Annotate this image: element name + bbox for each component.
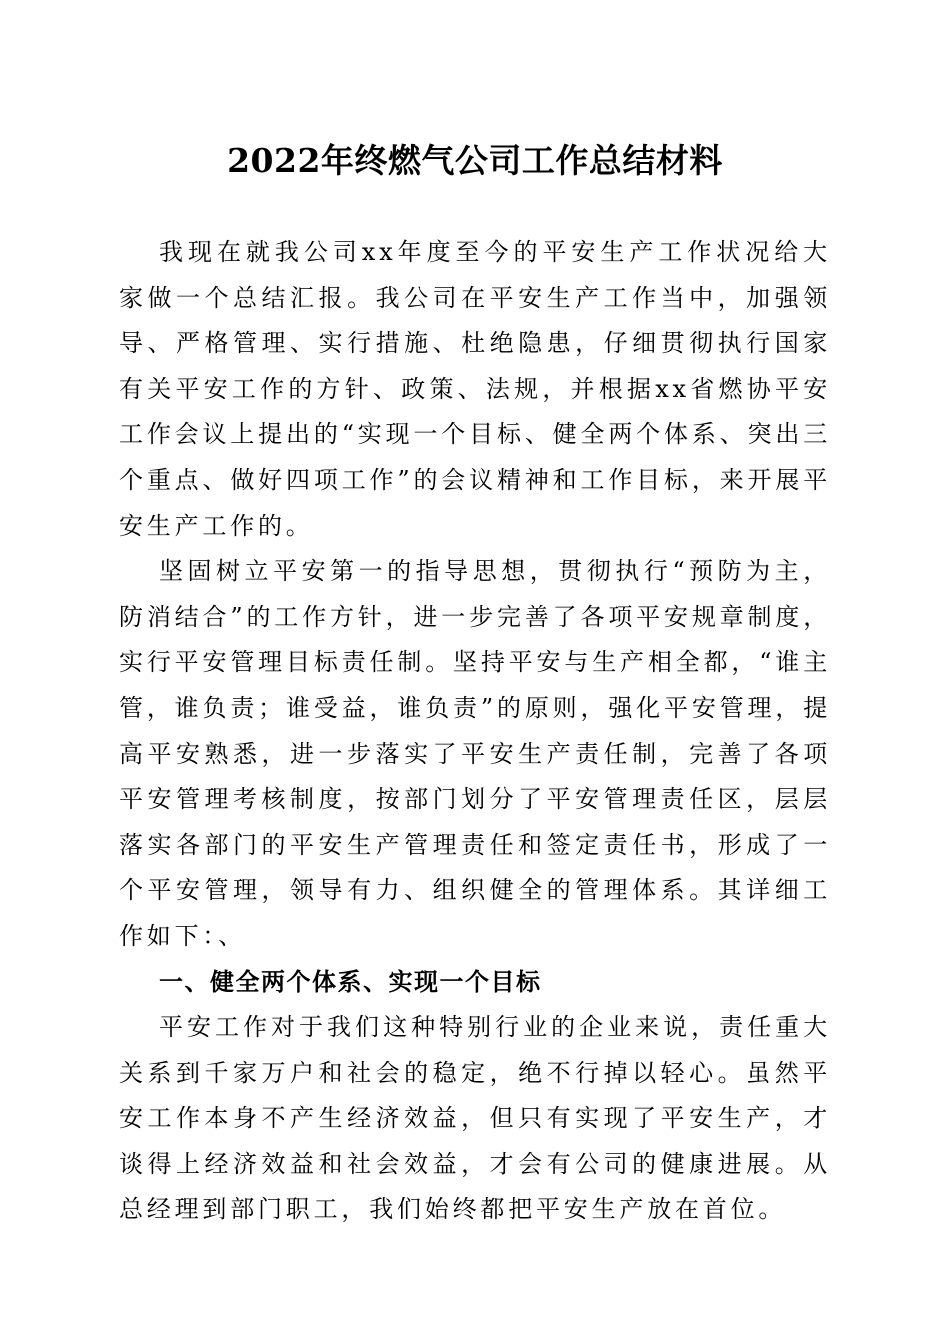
document-title: 2022年终燃气公司工作总结材料 bbox=[227, 141, 723, 180]
document-body bbox=[119, 230, 831, 1233]
paragraph-guiding-principle: 坚固树立平安第一的指导思想，贯彻执行“预防为主，防消结合”的工作方针，进一步完善了各项平安规章制度，实行平安管理目标责任制。坚持平安与生产相全都，“谁主管，谁负责；谁受益，谁负责”的原则，强化平安管理，提高平安熟悉，进一步落实了平安生产责任制，完善了各项平安管理考核制度，按部门划分了平安管理责任区，层层落实各部门的平安生产管理责任和签定责任书，形成了一个平安管理，领导有力、组织健全的管理体系。其详细工作如下：、 bbox=[119, 557, 831, 950]
paragraph-section-one: 平安工作对于我们这种特别行业的企业来说，责任重大关系到千家万户和社会的稳定，绝不行掉以轻心。虽然平安工作本身不产生经济效益，但只有实现了平安生产，才谈得上经济效益和社会效益，才会有公司的健康进展。从总经理到部门职工，我们始终都把平安生产放在首位。 bbox=[119, 1013, 831, 1224]
section-heading: 一、健全两个体系、实现一个目标 bbox=[159, 967, 542, 996]
paragraph-intro: 我现在就我公司xx年度至今的平安生产工作状况给大家做一个总结汇报。我公司在平安生产工作当中，加强领导、严格管理、实行措施、杜绝隐患，仔细贯彻执行国家有关平安工作的方针、政策、法规，并根据xx省燃协平安工作会议上提出的“实现一个目标、健全两个体系、突出三个重点、做好四项工作”的会议精神和工作目标，来开展平安生产工作的。 bbox=[119, 238, 831, 540]
